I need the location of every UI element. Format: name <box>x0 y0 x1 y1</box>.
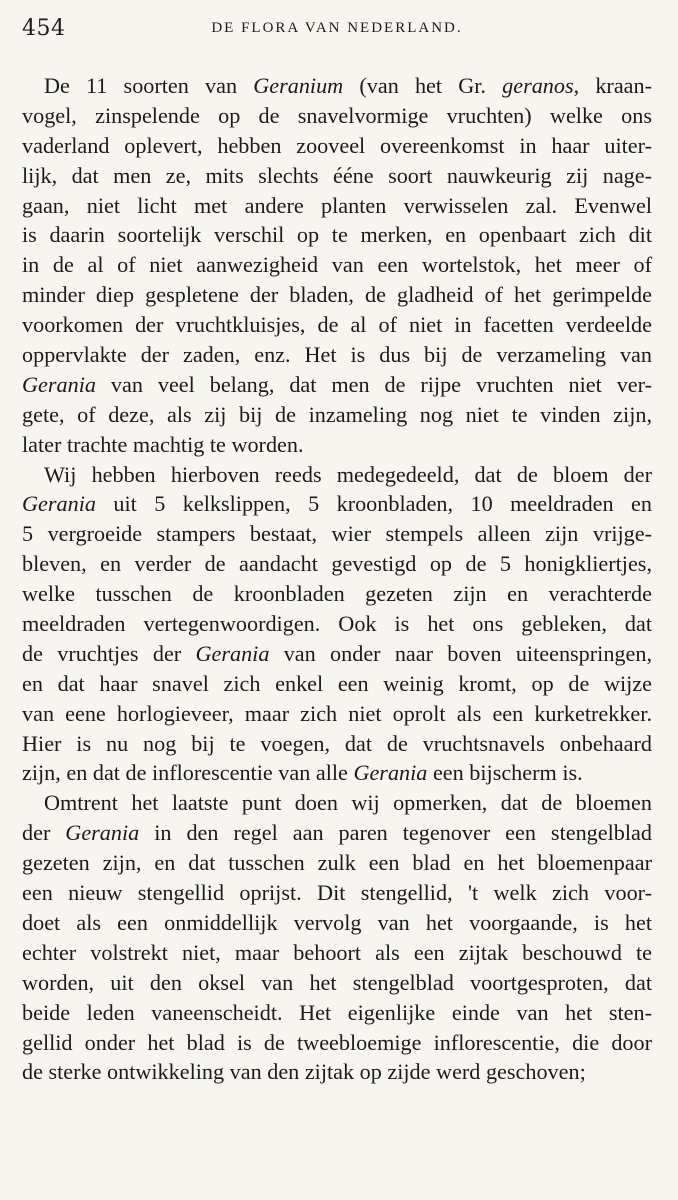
text-line <box>22 489 652 519</box>
text-run: in den regel aan paren tegenover een stengelblad <box>139 820 652 846</box>
paragraph <box>22 71 652 460</box>
text-run: worden, uit den oksel van het stengelblad voortgesproten, dat <box>22 969 652 995</box>
text-line <box>22 250 652 280</box>
italic-term: Gerania <box>22 491 96 517</box>
text-line <box>22 938 652 968</box>
page-number: 454 <box>22 16 66 41</box>
text-run: Wij hebben hierboven reeds medegedeeld, dat de bloem der <box>44 461 652 487</box>
text-line <box>22 878 652 908</box>
text-run: gezeten zijn, en dat tusschen zulk een blad en het bloemenpaar <box>22 850 652 876</box>
text-run: voorkomen der vruchtkluisjes, de al of niet in facetten verdeelde <box>22 312 652 338</box>
text-run: minder diep gespletene der bladen, de gladheid of het gerimpelde <box>22 282 652 308</box>
text-line <box>22 370 652 400</box>
italic-term: geranos <box>502 73 574 98</box>
text-line <box>22 280 652 310</box>
text-run: gaan, niet licht met andere planten verwisselen zal. Evenwel <box>22 192 652 218</box>
text-line <box>22 101 652 131</box>
text-line <box>22 848 652 878</box>
text-line <box>22 788 652 818</box>
text-run: vogel, zinspelende op de snavelvormige vruchten) welke ons <box>22 102 652 128</box>
italic-term: Gerania <box>22 371 96 397</box>
text-line <box>22 908 652 938</box>
text-run: gellid onder het blad is de tweebloemige inflorescentie, die door <box>22 1029 652 1055</box>
text-line <box>22 519 652 549</box>
italic-term: Gerania <box>65 820 140 846</box>
text-run: van eene horlogieveer, maar zich niet oprolt als een kurketrekker. <box>22 700 652 726</box>
text-line <box>22 430 652 460</box>
text-run: van veel belang, dat men de rijpe vruchten niet ver- <box>95 371 652 397</box>
text-run: lijk, dat men ze, mits slechts ééne soort nauwkeurig zij nage- <box>22 162 652 188</box>
text-run: uit 5 kelkslippen, 5 kroonbladen, 10 meeldraden en <box>95 491 652 517</box>
text-run: vaderland oplevert, hebben zooveel overeenkomst in haar uiter- <box>22 132 652 158</box>
text-line <box>22 460 652 490</box>
text-run: echter volstrekt niet, maar behoort als een zijtak beschouwd te <box>22 939 652 965</box>
text-line <box>22 549 652 579</box>
text-line <box>22 579 652 609</box>
text-line <box>22 968 652 998</box>
running-head <box>22 14 652 54</box>
text-run: later trachte machtig te worden. <box>22 431 304 457</box>
running-title: DE FLORA VAN NEDERLAND. <box>211 20 463 36</box>
text-run: de sterke ontwikkeling van den zijtak op zijde werd geschoven; <box>22 1059 586 1085</box>
italic-term: Geranium <box>253 73 344 98</box>
text-run: der <box>22 820 66 846</box>
text-run: is daarin soortelijk verschil op te merken, en openbaart zich dit <box>22 222 652 248</box>
body-text <box>22 71 652 1087</box>
text-run: beide leden vaneenscheidt. Het eigenlijke einde van het sten- <box>22 999 652 1025</box>
text-run: welke tusschen de kroonbladen gezeten zijn en verachterde <box>22 581 652 607</box>
text-run: een nieuw stengellid oprijst. Dit stengellid, 't welk zich voor- <box>22 880 652 906</box>
text-line <box>22 340 652 370</box>
text-line <box>22 669 652 699</box>
text-line <box>22 191 652 221</box>
italic-term: Gerania <box>353 760 428 786</box>
text-run: 5 vergroeide stampers bestaat, wier stempels alleen zijn vrijge- <box>22 521 652 547</box>
text-run: van onder naar boven uiteenspringen, <box>269 640 652 666</box>
text-run: gete, of deze, als zij bij de inzameling nog niet te vinden zijn, <box>22 401 652 427</box>
text-run: (van het Gr. <box>343 73 503 98</box>
text-run: doet als een onmiddellijk vervolg van het voorgaande, is het <box>22 909 652 935</box>
text-run: De 11 soorten van <box>44 73 254 98</box>
text-line <box>22 758 652 788</box>
paragraph <box>22 460 652 789</box>
text-line <box>22 729 652 759</box>
text-run: , kraan- <box>573 73 652 98</box>
italic-term: Gerania <box>195 640 270 666</box>
text-line <box>22 220 652 250</box>
text-line <box>22 998 652 1028</box>
text-run: en dat haar snavel zich enkel een weinig kromt, op de wijze <box>22 670 652 696</box>
text-run: een bijscherm is. <box>427 760 583 786</box>
text-line <box>22 71 652 101</box>
text-run: bleven, en verder de aandacht gevestigd op de 5 honigkliertjes, <box>22 551 652 577</box>
text-line <box>22 1057 652 1087</box>
text-line <box>22 400 652 430</box>
text-line <box>22 161 652 191</box>
text-run: meeldraden vertegenwoordigen. Ook is het ons gebleken, dat <box>22 611 652 637</box>
text-run: de vruchtjes der <box>22 640 196 666</box>
text-run: Omtrent het laatste punt doen wij opmerken, dat de bloemen <box>44 790 652 816</box>
text-line <box>22 818 652 848</box>
text-run: in de al of niet aanwezigheid van een wortelstok, het meer of <box>22 252 652 278</box>
text-line <box>22 1028 652 1058</box>
text-run: zijn, en dat de inflorescentie van alle <box>22 760 354 786</box>
text-line <box>22 699 652 729</box>
text-line <box>22 310 652 340</box>
text-line <box>22 131 652 161</box>
paragraph <box>22 788 652 1087</box>
text-run: oppervlakte der zaden, enz. Het is dus bij de verzameling van <box>22 342 652 368</box>
text-run: Hier is nu nog bij te voegen, dat de vruchtsnavels onbehaard <box>22 730 652 756</box>
text-line <box>22 639 652 669</box>
text-line <box>22 609 652 639</box>
